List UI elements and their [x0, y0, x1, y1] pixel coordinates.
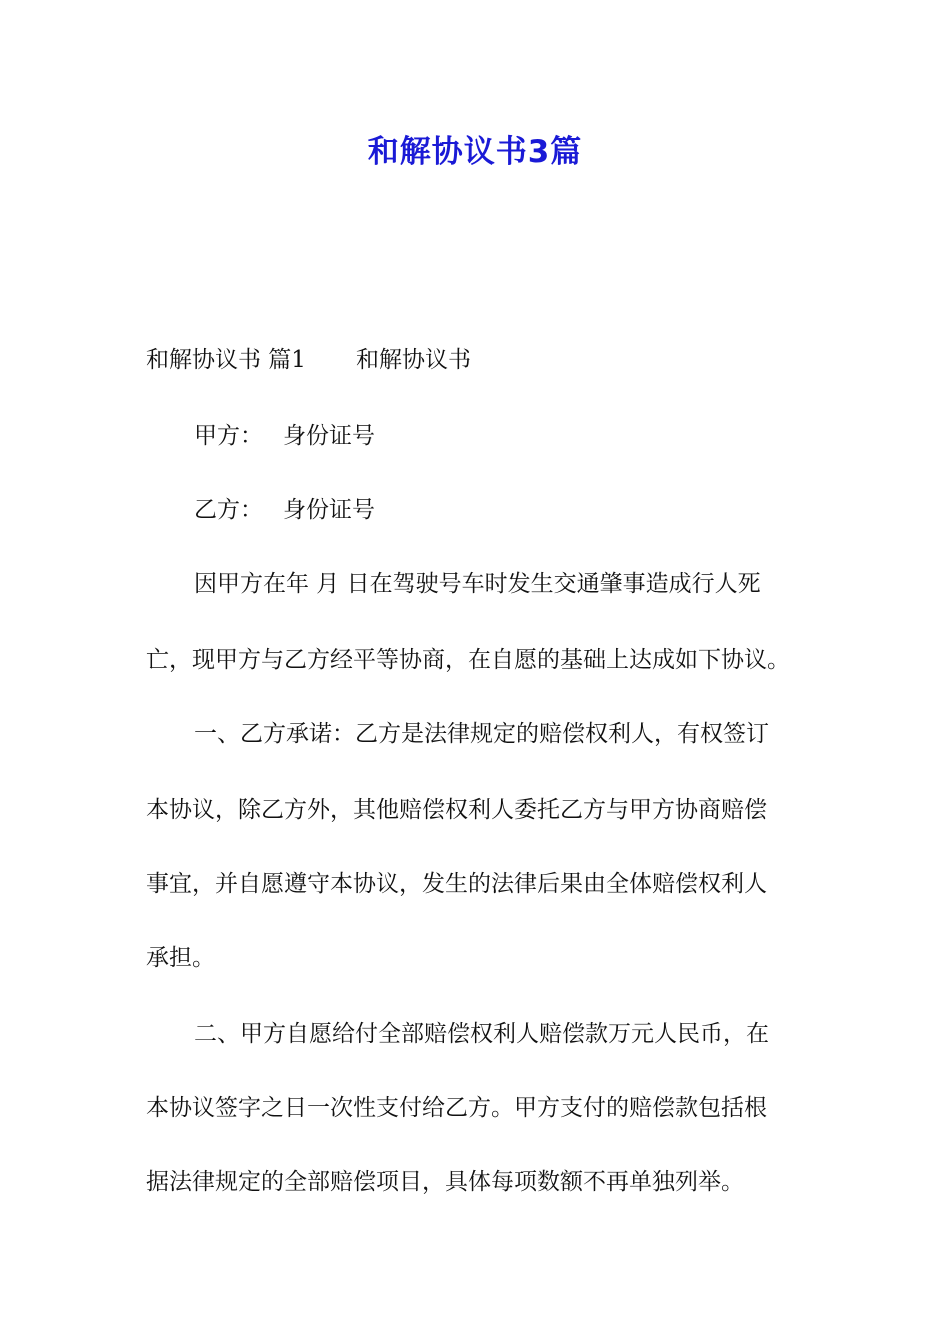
- section-heading-right: 和解协议书: [355, 347, 471, 373]
- body-line: 因甲方在年 月 日在驾驶号车时发生交通肇事造成行人死: [194, 571, 761, 597]
- section-heading-left: 和解协议书 篇1: [146, 347, 306, 373]
- section-heading: [146, 344, 806, 376]
- party-b-line: [194, 494, 854, 526]
- body-line: 本协议签字之日一次性支付给乙方。甲方支付的赔偿款包括根: [146, 1095, 767, 1121]
- document-title: 和解协议书3篇: [367, 134, 583, 170]
- body-line: 一、乙方承诺：乙方是法律规定的赔偿权利人，有权签订: [194, 721, 769, 747]
- body-line: 二、甲方自愿给付全部赔偿权利人赔偿款万元人民币，在: [194, 1021, 769, 1047]
- party-b-id: 身份证号: [283, 497, 375, 523]
- party-a-id: 身份证号: [283, 423, 375, 449]
- body-line: 据法律规定的全部赔偿项目，具体每项数额不再单独列举。: [146, 1169, 744, 1195]
- body-line: 本协议，除乙方外，其他赔偿权利人委托乙方与甲方协商赔偿: [146, 797, 767, 823]
- party-b-label: 乙方：: [194, 497, 263, 523]
- party-a-label: 甲方：: [194, 423, 263, 449]
- party-a-line: [194, 420, 854, 452]
- body-line: 亡，现甲方与乙方经平等协商，在自愿的基础上达成如下协议。: [146, 647, 790, 673]
- body-line: 承担。: [146, 945, 215, 971]
- body-line: 事宜，并自愿遵守本协议，发生的法律后果由全体赔偿权利人: [146, 871, 767, 897]
